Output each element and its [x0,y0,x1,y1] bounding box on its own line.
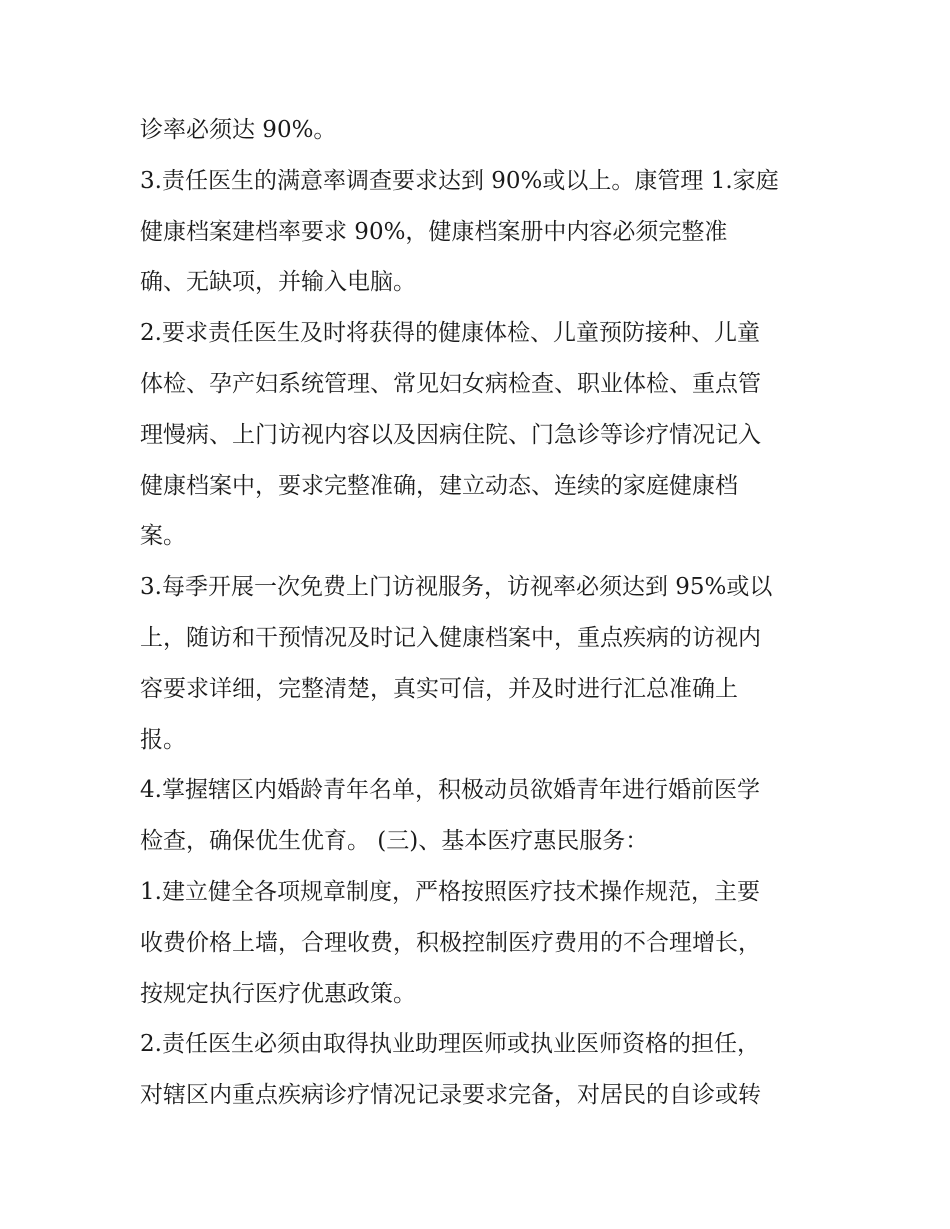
text-line: 健康档案中，要求完整准确，建立动态、连续的家庭健康档 [140,472,738,499]
text-line: 报。 [140,726,186,753]
text-line: 按规定执行医疗优惠政策。 [140,980,416,1007]
text-line: 体检、孕产妇系统管理、常见妇女病检查、职业体检、重点管 [140,370,761,397]
text-line: 收费价格上墙，合理收费，积极控制医疗费用的不合理增长， [140,929,761,956]
text-line: 健康档案建档率要求 90%，健康档案册中内容必须完整准 [140,218,728,245]
text-line: 2.责任医生必须由取得执业助理医师或执业医师资格的担任， [140,1031,760,1058]
text-line: 3.责任医生的满意率调查要求达到 90%或以上。康管理 1.家庭 [140,167,779,194]
text-line: 对辖区内重点疾病诊疗情况记录要求完备，对居民的自诊或转 [140,1082,761,1109]
text-line: 理慢病、上门访视内容以及因病住院、门急诊等诊疗情况记入 [140,421,761,448]
text-line: 2.要求责任医生及时将获得的健康体检、儿童预防接种、儿童 [140,320,760,347]
text-line: 3.每季开展一次免费上门访视服务，访视率必须达到 95%或以 [140,574,773,601]
document-body [140,105,820,1121]
text-line: 1.建立健全各项规章制度，严格按照医疗技术操作规范，主要 [140,878,760,905]
text-line: 诊率必须达 90%。 [140,117,337,143]
text-line: 容要求详细，完整清楚，真实可信，并及时进行汇总准确上 [140,675,738,702]
text-line: 确、无缺项，并输入电脑。 [140,269,416,296]
text-line: 检查，确保优生优育。 (三)、基本医疗惠民服务： [140,828,649,855]
text-line: 案。 [140,523,186,550]
text-line: 上，随访和干预情况及时记入健康档案中，重点疾病的访视内 [140,624,761,651]
text-line: 4.掌握辖区内婚龄青年名单，积极动员欲婚青年进行婚前医学 [140,777,760,804]
